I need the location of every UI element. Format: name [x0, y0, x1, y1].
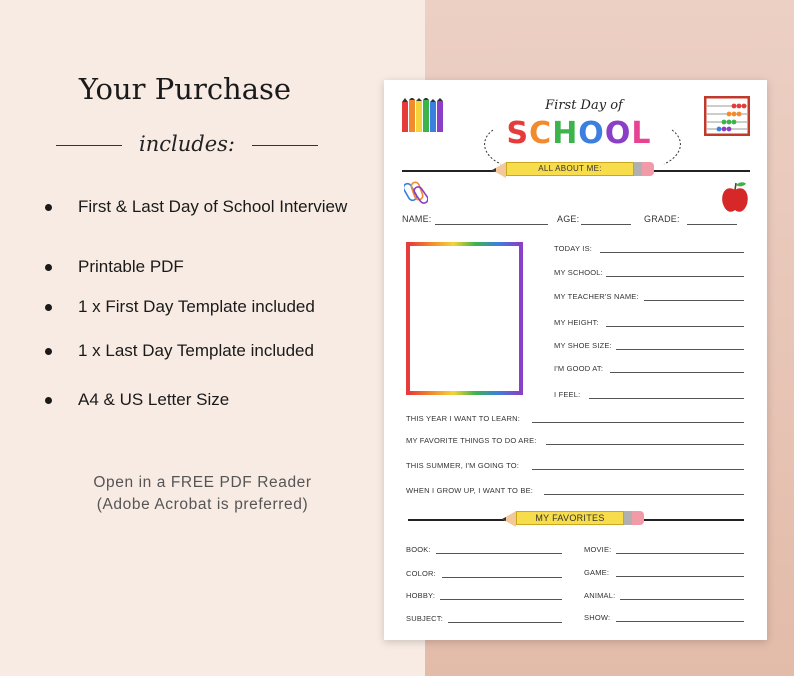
answer-line[interactable]	[448, 622, 562, 623]
favorite-label: HOBBY:	[406, 591, 436, 600]
age-label: AGE:	[557, 214, 580, 224]
favorite-label: SHOW:	[584, 613, 611, 622]
reader-note	[40, 472, 365, 516]
abacus-icon	[704, 96, 750, 136]
field-label: MY FAVORITE THINGS TO DO ARE:	[406, 436, 537, 445]
bullet-icon	[45, 348, 52, 355]
sheet-title-school	[494, 116, 664, 151]
apple-icon	[720, 180, 750, 214]
answer-line[interactable]	[606, 326, 744, 327]
field-label: THIS YEAR I WANT TO LEARN:	[406, 414, 520, 423]
field-label: MY SHOE SIZE:	[554, 341, 612, 350]
field-label: THIS SUMMER, I'M GOING TO:	[406, 461, 520, 470]
answer-line[interactable]	[532, 422, 744, 423]
pencil-eraser	[642, 162, 654, 176]
answer-line[interactable]	[616, 621, 744, 622]
pencil-tip-icon	[502, 511, 516, 527]
bullet-icon	[45, 304, 52, 311]
answer-line[interactable]	[544, 494, 744, 495]
favorite-label: COLOR:	[406, 569, 436, 578]
list-item: 1 x First Day Template included	[42, 296, 387, 318]
includes-label: includes:	[139, 132, 235, 156]
favorite-label: BOOK:	[406, 545, 431, 554]
list-item: Printable PDF	[42, 256, 387, 278]
list-item: A4 & US Letter Size	[42, 389, 387, 411]
pencils-icon	[402, 98, 448, 134]
favorite-label: MOVIE:	[584, 545, 612, 554]
answer-line[interactable]	[616, 553, 744, 554]
pencil-tip-icon	[492, 162, 506, 178]
title-letter: L	[631, 116, 652, 151]
promo-title: Your Purchase	[78, 72, 292, 106]
pencil-eraser	[632, 511, 644, 525]
answer-line[interactable]	[606, 276, 744, 277]
answer-line[interactable]	[600, 252, 744, 253]
field-label: I'M GOOD AT:	[554, 364, 604, 373]
divider	[252, 145, 318, 146]
bullet-icon	[45, 264, 52, 271]
grade-field[interactable]	[687, 224, 737, 225]
photo-frame	[406, 242, 523, 395]
bullet-icon	[45, 204, 52, 211]
answer-line[interactable]	[442, 577, 562, 578]
answer-line[interactable]	[546, 444, 744, 445]
grade-label: GRADE:	[644, 214, 680, 224]
reader-note-line: Open in a FREE PDF Reader	[93, 474, 312, 491]
title-letter: O	[578, 116, 605, 151]
divider	[56, 145, 122, 146]
pencil-ferrule	[624, 511, 632, 525]
field-label: TODAY IS:	[554, 244, 593, 253]
age-field[interactable]	[581, 224, 631, 225]
dashed-arrow-icon	[656, 126, 686, 168]
favorites-banner: MY FAVORITES	[516, 511, 624, 525]
answer-line[interactable]	[589, 398, 744, 399]
field-label: MY HEIGHT:	[554, 318, 599, 327]
pencil-ferrule	[634, 162, 642, 176]
answer-line[interactable]	[532, 469, 744, 470]
field-label: I FEEL:	[554, 390, 581, 399]
name-label: NAME:	[402, 214, 432, 224]
answer-line[interactable]	[616, 349, 744, 350]
field-label: MY TEACHER'S NAME:	[554, 292, 639, 301]
field-label: WHEN I GROW UP, I WANT TO BE:	[406, 486, 534, 495]
answer-line[interactable]	[440, 599, 562, 600]
title-letter: O	[604, 116, 632, 151]
title-letter: S	[506, 116, 530, 151]
favorite-label: ANIMAL:	[584, 591, 616, 600]
favorite-label: SUBJECT:	[406, 614, 444, 623]
title-letter: C	[529, 116, 553, 151]
sheet-title-small: First Day of	[545, 98, 623, 113]
title-letter: H	[552, 116, 579, 151]
about-me-banner: ALL ABOUT ME:	[506, 162, 634, 176]
answer-line[interactable]	[616, 576, 744, 577]
list-item: 1 x Last Day Template included	[42, 340, 387, 362]
answer-line[interactable]	[436, 553, 562, 554]
answer-line[interactable]	[620, 599, 744, 600]
list-item: First & Last Day of School Interview	[42, 196, 387, 218]
includes-heading	[56, 132, 318, 162]
favorite-label: GAME:	[584, 568, 610, 577]
reader-note-line: (Adobe Acrobat is preferred)	[96, 496, 309, 513]
name-field[interactable]	[435, 224, 548, 225]
paperclips-icon	[404, 180, 428, 206]
bullet-icon	[45, 397, 52, 404]
worksheet-preview	[384, 80, 767, 640]
answer-line[interactable]	[610, 372, 744, 373]
answer-line[interactable]	[644, 300, 744, 301]
field-label: MY SCHOOL:	[554, 268, 603, 277]
